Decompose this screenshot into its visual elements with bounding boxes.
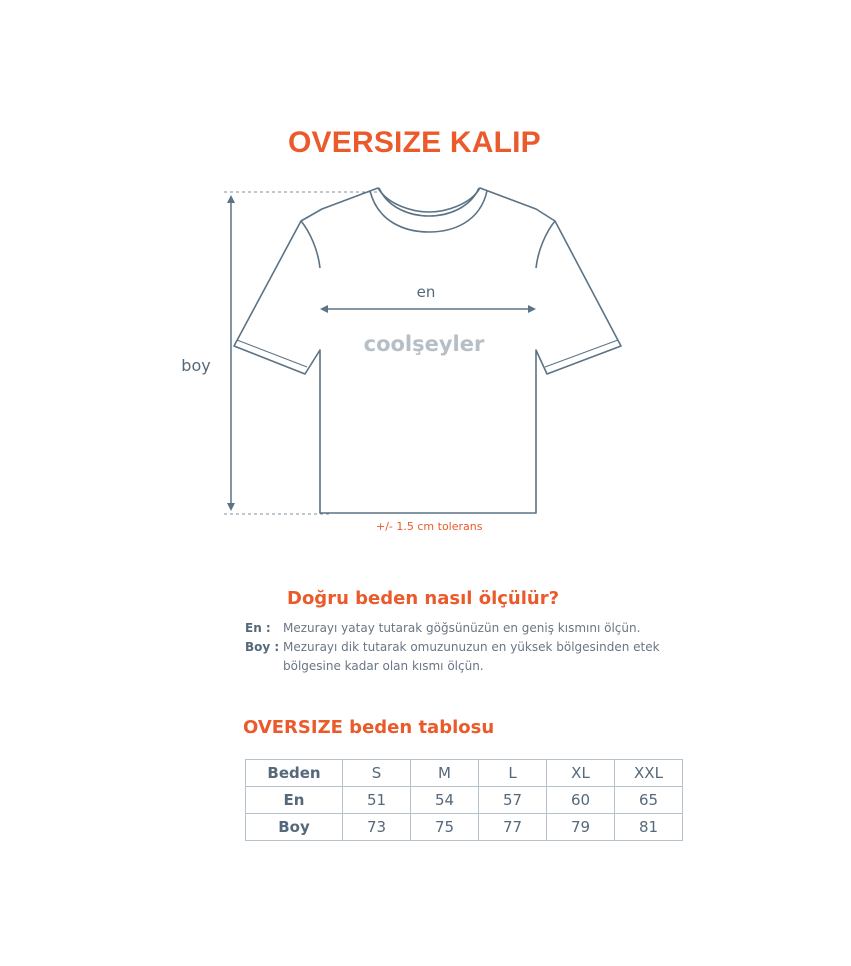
table-row-label: Boy — [246, 814, 343, 841]
width-label: en — [416, 283, 436, 301]
table-cell: 77 — [479, 814, 547, 841]
table-header-cell: XL — [547, 760, 615, 787]
instruction-key: Boy : — [245, 640, 280, 654]
how-to-title: Doğru beden nasıl ölçülür? — [287, 588, 560, 609]
table-header-cell: M — [411, 760, 479, 787]
table-cell: 60 — [547, 787, 615, 814]
instruction-text: Mezurayı yatay tutarak göğsünüzün en geniş kısmını ölçün. — [283, 621, 641, 635]
tolerance-note: +/- 1.5 cm tolerans — [376, 520, 483, 533]
size-table — [245, 759, 683, 841]
table-header-row — [246, 760, 683, 787]
table-cell: 79 — [547, 814, 615, 841]
instruction-text: Mezurayı dik tutarak omuzunuzun en yüksek bölgesinden etek bölgesine kadar olan kısmı ölçün. — [283, 640, 660, 673]
table-cell: 51 — [343, 787, 411, 814]
table-cell: 73 — [343, 814, 411, 841]
table-header-cell: XXL — [615, 760, 683, 787]
table-row — [246, 787, 683, 814]
page-title: OVERSIZE KALIP — [288, 126, 541, 159]
width-arrow — [320, 305, 536, 313]
table-row — [246, 814, 683, 841]
table-row-label: En — [246, 787, 343, 814]
table-cell: 81 — [615, 814, 683, 841]
height-arrow — [227, 195, 235, 511]
table-header-cell: Beden — [246, 760, 343, 787]
instruction-key: En : — [245, 621, 271, 635]
table-cell: 57 — [479, 787, 547, 814]
table-header-cell: S — [343, 760, 411, 787]
table-cell: 54 — [411, 787, 479, 814]
table-cell: 65 — [615, 787, 683, 814]
table-header-cell: L — [479, 760, 547, 787]
table-cell: 75 — [411, 814, 479, 841]
brand-logo: coolşeyler — [363, 332, 485, 356]
height-label: boy — [181, 356, 211, 375]
size-table-title: OVERSIZE beden tablosu — [243, 717, 495, 738]
